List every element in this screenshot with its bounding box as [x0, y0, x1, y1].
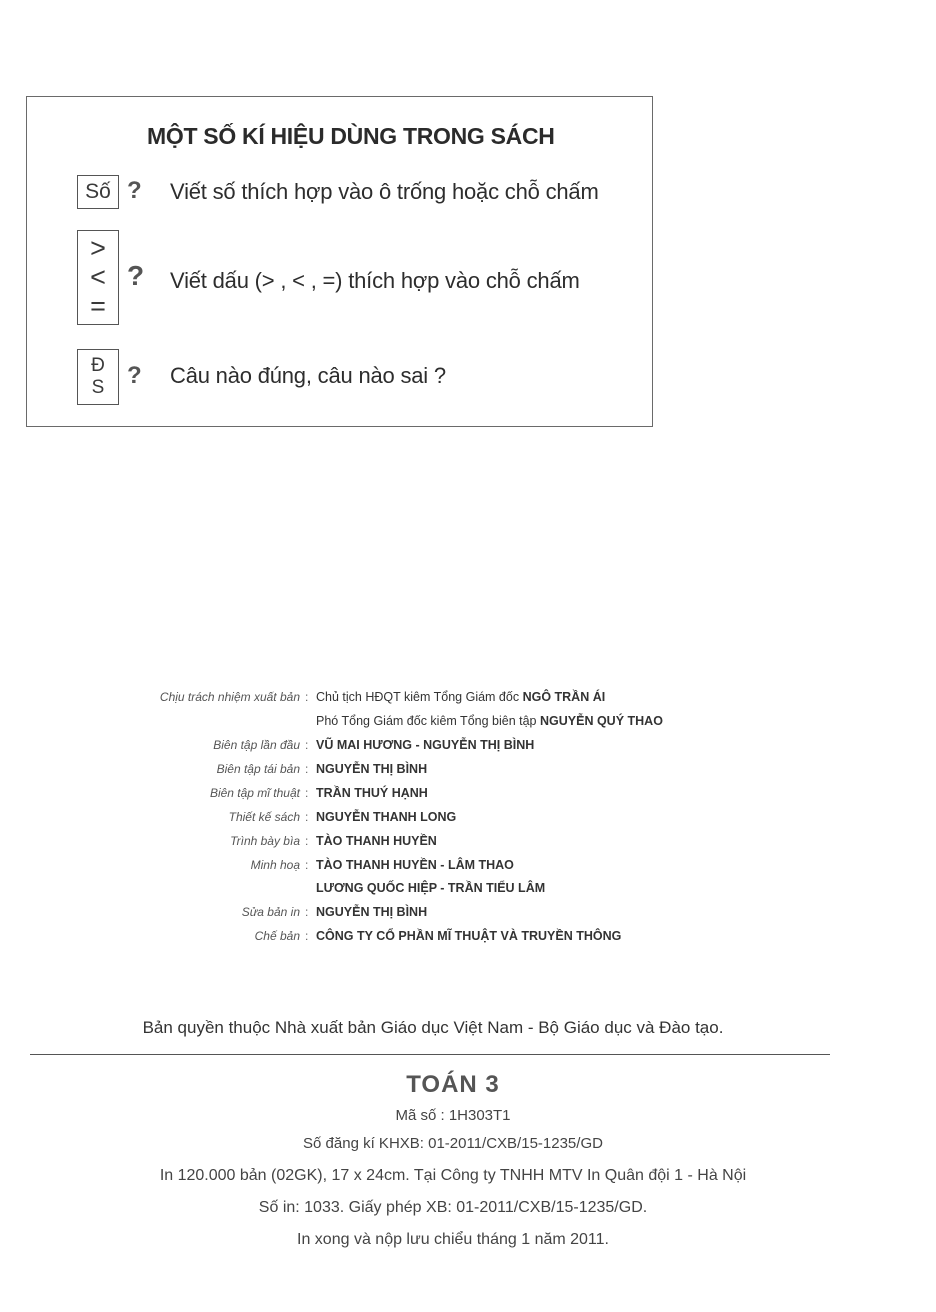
credit-value: [316, 929, 621, 943]
credit-separator: :: [305, 786, 309, 800]
credit-value: [316, 762, 427, 776]
symbol-legend-box: [26, 96, 653, 427]
credit-name: TÀO THANH HUYỀN: [316, 834, 437, 848]
false-symbol: S: [91, 377, 105, 398]
credit-row: [0, 929, 936, 951]
credit-name: NGUYỄN THANH LONG: [316, 810, 457, 824]
credit-row: [0, 834, 936, 856]
print-run: In 120.000 bản (02GK), 17 x 24cm. Tại Công ty TNHH MTV In Quân đội 1 - Hà Nội: [159, 1167, 747, 1184]
credit-name: LƯƠNG QUỐC HIỆP - TRẦN TIỂU LÂM: [316, 881, 546, 895]
print-number: Số in: 1033. Giấy phép XB: 01-2011/CXB/15-1235/GD.: [258, 1199, 648, 1216]
greater-than-symbol: >: [90, 233, 106, 263]
number-symbol-label: Số: [85, 180, 111, 203]
legend-text-number: Viết số thích hợp vào ô trống hoặc chỗ chấm: [170, 179, 599, 204]
credit-label: Biên tập tái bản: [216, 762, 300, 776]
credit-label: Trình bày bìa: [230, 834, 300, 848]
credit-name: NGUYỄN THỊ BÌNH: [316, 905, 428, 919]
credit-row: [0, 738, 936, 760]
credit-name: NGUYỄN THỊ BÌNH: [316, 762, 428, 776]
comparison-symbol-box: [77, 230, 119, 325]
legend-text-comparison: Viết dấu (> , < , =) thích hợp vào chỗ chấm: [170, 268, 580, 293]
legend-title: MỘT SỐ KÍ HIỆU DÙNG TRONG SÁCH: [147, 123, 555, 149]
credit-value: [316, 834, 437, 848]
equals-symbol: =: [90, 291, 106, 321]
registration-number: Số đăng kí KHXB: 01-2011/CXB/15-1235/GD: [303, 1135, 603, 1152]
credit-value: [316, 690, 605, 704]
credit-row: [0, 762, 936, 784]
credit-separator: :: [305, 690, 309, 704]
credit-row: [0, 810, 936, 832]
book-title: TOÁN 3: [406, 1071, 500, 1098]
legend-text-true-false: Câu nào đúng, câu nào sai ?: [170, 363, 446, 388]
colophon: [0, 1068, 906, 1256]
credit-value: [316, 905, 427, 919]
credit-name: TÀO THANH HUYỀN - LÂM THAO: [316, 858, 514, 872]
credit-row: [0, 905, 936, 927]
book-code: Mã số : 1H303T1: [395, 1107, 511, 1124]
credit-label: Thiết kế sách: [228, 810, 300, 824]
credit-name: TRẦN THUÝ HẠNH: [316, 786, 428, 800]
credit-separator: :: [305, 810, 309, 824]
credit-name: NGÔ TRẦN ÁI: [522, 690, 606, 704]
less-than-symbol: <: [90, 262, 106, 292]
credit-separator: :: [305, 905, 309, 919]
divider-line: [30, 1054, 830, 1055]
credit-name: CÔNG TY CỔ PHẦN MĨ THUẬT VÀ TRUYỀN THÔNG: [316, 929, 622, 943]
question-mark-icon: ?: [127, 260, 145, 291]
credit-label: Chịu trách nhiệm xuất bản: [159, 690, 300, 704]
credit-label: Minh hoạ: [250, 858, 300, 872]
credit-name: VŨ MAI HƯƠNG - NGUYỄN THỊ BÌNH: [316, 738, 535, 752]
credit-row: [0, 690, 936, 712]
credit-row: [0, 786, 936, 808]
true-symbol: Đ: [91, 355, 105, 376]
question-mark-icon: ?: [127, 177, 142, 204]
credit-separator: :: [305, 929, 309, 943]
number-symbol-box: [77, 175, 119, 209]
true-false-symbol-box: [77, 349, 119, 405]
credit-separator: :: [305, 762, 309, 776]
credit-separator: :: [305, 834, 309, 848]
credit-value: [316, 858, 514, 872]
credit-separator: :: [305, 858, 309, 872]
credit-label: Biên tập mĩ thuật: [209, 786, 300, 800]
deposit-date: In xong và nộp lưu chiểu tháng 1 năm 2011.: [297, 1231, 609, 1248]
question-mark-icon: ?: [127, 362, 142, 389]
credit-row: [0, 858, 936, 880]
credit-label: Chế bản: [254, 929, 300, 943]
credit-value: [316, 786, 428, 800]
credit-prefix: Phó Tổng Giám đốc kiêm Tổng biên tập: [316, 714, 537, 728]
credit-row: [0, 881, 936, 903]
credit-prefix: Chủ tịch HĐQT kiêm Tổng Giám đốc: [316, 690, 520, 704]
copyright-notice: Bản quyền thuộc Nhà xuất bản Giáo dục Việt Nam - Bộ Giáo dục và Đào tạo.: [142, 1018, 724, 1037]
credit-label: Sửa bản in: [241, 905, 300, 919]
credit-value: [316, 810, 456, 824]
credit-value: [316, 738, 534, 752]
credit-value: [316, 714, 663, 728]
credit-row: [0, 714, 936, 736]
credit-label: Biên tập lần đầu: [213, 738, 300, 752]
credit-separator: :: [305, 738, 309, 752]
credit-name: NGUYỄN QUÝ THAO: [540, 714, 663, 728]
credit-value: [316, 881, 545, 895]
